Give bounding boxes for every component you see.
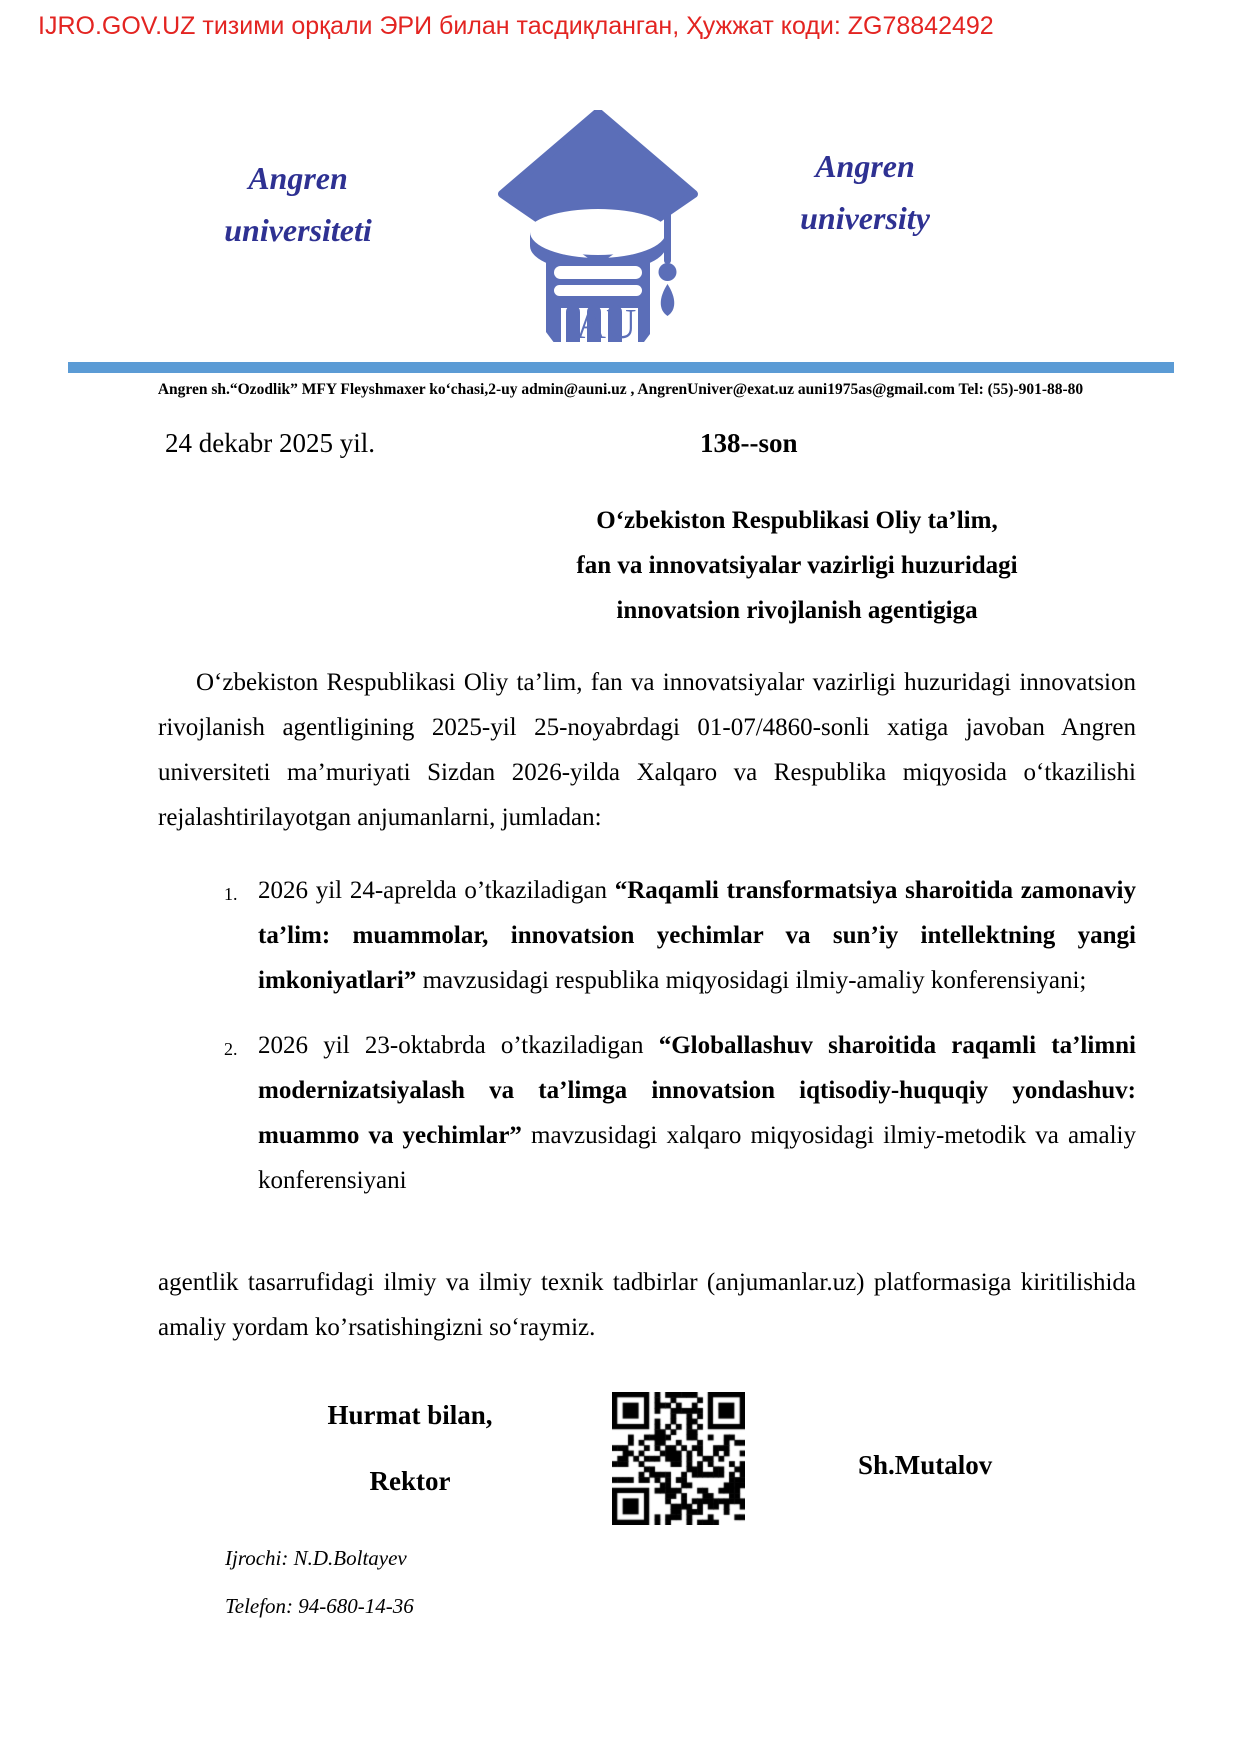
list-text-1: 2026 yil 24-aprelda o’tkaziladigan “Raqamli transformatsiya sharoitida zamonaviy ta’lim: muammolar, innovatsion yechimlar va sun’iy intellektning yangi imkoniyatlari” mavzusidagi respublika miqyosidagi ilmiy-amaliy konferensiyani; bbox=[258, 877, 1136, 994]
list-number-2: 2. bbox=[224, 1039, 238, 1059]
verification-banner: IJRO.GOV.UZ тизими орқали ЭРИ билан тасдиқланган, Ҳужжат коди: ZG78842492 bbox=[38, 12, 994, 40]
executor-line: Ijrochi: N.D.Boltayev bbox=[225, 1546, 407, 1570]
org-en-line1: Angren bbox=[815, 148, 915, 184]
org-en-line2: university bbox=[800, 200, 930, 236]
qr-code bbox=[612, 1392, 745, 1525]
list-number-1: 1. bbox=[224, 884, 238, 904]
contact-line: Angren sh.“Ozodlik” MFY Fleyshmaxer ko‘chasi,2-uy admin@auni.uz , AngrenUniver@exat.uz auni1975as@gmail.com Tel: (55)-901-88-80 bbox=[157, 381, 1084, 398]
list-item-2 bbox=[224, 1023, 1136, 1203]
signature-position: Rektor bbox=[369, 1466, 451, 1496]
signature-name: Sh.Mutalov bbox=[858, 1450, 993, 1480]
org-name-uzbek bbox=[168, 152, 428, 256]
intro-paragraph: O‘zbekiston Respublikasi Oliy ta’lim, fan va innovatsiyalar vazirligi huzuridagi innovatsion rivojlanish agentligining 2025-yil 25-noyabrdagi 01-07/4860-sonli xatiga javoban Angren universiteti ma’muriyati Sizdan 2026-yilda Xalqaro va Respublika miqyosida o‘tkazilishi rejalashtirilayotgan anjumanlarni, jumladan: bbox=[158, 669, 1136, 831]
org-uz-line2: universiteti bbox=[224, 212, 372, 248]
addressee-line1: O‘zbekiston Respublikasi Oliy ta’lim, bbox=[596, 507, 998, 534]
org-uz-line1: Angren bbox=[248, 160, 348, 196]
list-text-2: 2026 yil 23-oktabrda o’tkaziladigan “Globallashuv sharoitida raqamli ta’limni modernizatsiyalash va ta’limga innovatsion iqtisodiy-huquqiy yondashuv: muammo va yechimlar” mavzusidagi xalqaro miqyosidagi ilmiy-metodik va amaliy konferensiyani bbox=[258, 1032, 1136, 1194]
addressee-block bbox=[557, 498, 1037, 633]
letter-date: 24 dekabr 2025 yil. bbox=[165, 428, 375, 458]
conference-list bbox=[224, 868, 1136, 1223]
header-divider-bar bbox=[68, 362, 1174, 373]
logo-monogram: AU bbox=[575, 302, 637, 342]
org-name-english bbox=[760, 140, 970, 244]
signature-block bbox=[300, 1382, 520, 1514]
addressee-line2: fan va innovatsiyalar vazirligi huzuridagi bbox=[576, 552, 1018, 579]
list-item-1 bbox=[224, 868, 1136, 1003]
closing-paragraph: agentlik tasarrufidagi ilmiy va ilmiy texnik tadbirlar (anjumanlar.uz) platformasiga kiritilishida amaliy yordam ko’rsatishingizni so‘raymiz. bbox=[158, 1269, 1136, 1341]
letter-number: 138--son bbox=[700, 428, 798, 458]
university-logo bbox=[488, 110, 708, 342]
addressee-line3: innovatsion rivojlanish agentigiga bbox=[616, 597, 978, 624]
signature-salutation: Hurmat bilan, bbox=[327, 1400, 493, 1430]
graduation-cap-icon bbox=[488, 110, 708, 342]
phone-line: Telefon: 94-680-14-36 bbox=[225, 1594, 414, 1618]
